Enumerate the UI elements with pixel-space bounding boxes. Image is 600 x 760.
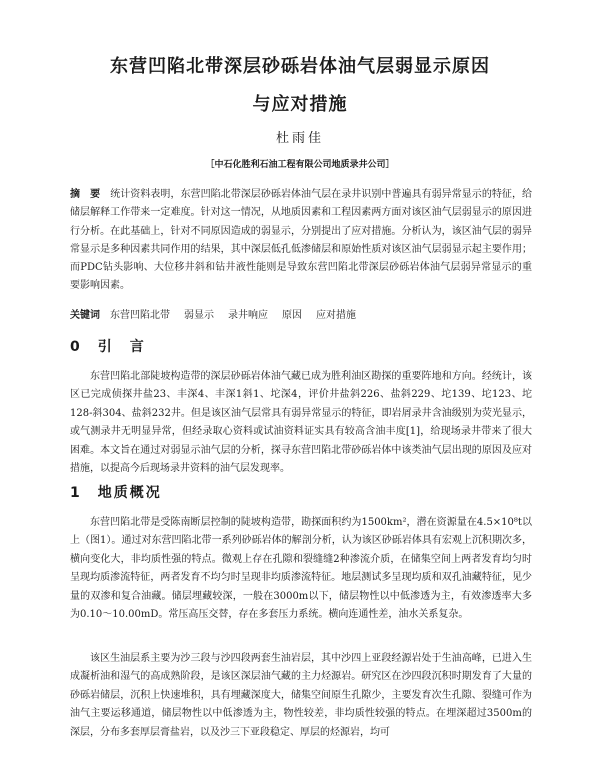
body-paragraph: 该区生油层系主要为沙三段与沙四段两套生油岩层，其中沙四上亚段经源岩处于生油高峰，已进入生成凝析油和湿气的高成熟阶段，是该区深层油气藏的主力烃源岩。研究区在沙四段沉积时期发育了大量的砂砾岩储层，沉积上快速堆积，具有埋藏深度大，储集空间原生孔隙少，主要发育次生孔隙、裂缝可作为油气主要运移通道，储层物性以中低渗透为主，物性较差，非均质性较强的特点。在埋深超过3500m的深层，分布多套厚层膏盐岩，以及沙三下亚段稳定、厚层的烃源岩，均可 [70,653,532,738]
paper-title-line-1: 东营凹陷北带深层砂砾岩体油气层弱显示原因 [110,56,490,77]
keywords [70,306,540,321]
abstract-text: 统计资料表明，东营凹陷北带深层砂砾岩体油气层在录井识别中普遍具有弱异常显示的特征，给储层解释工作带来一定难度。针对这一情况，从地质因素和工程因素两方面对该区油气层弱显示的原因进行分析。在此基础上，针对不同原因造成的弱显示，分别提出了应对措施。分析认为，该区油气层的弱异常显示是多种因素共同作用的结果，其中深层低孔低渗储层和原始性质对该区油气层弱显示起主要作用；而PDC钻头影响、大位移井斜和钻井液性能则是导致东营凹陷北带深层砂砾岩体油气层弱异常显示的重要影响因素。 [70,189,533,292]
paper-title-line-2: 与应对措施 [252,94,348,115]
abstract-label: 摘 要 [70,189,101,200]
keywords-label: 关键词 [70,310,100,321]
keyword: 东营凹陷北带 [110,310,170,321]
keyword: 弱显示 [184,310,214,321]
keyword: 原因 [282,310,302,321]
abstract [70,186,532,296]
keyword: 应对措施 [316,310,356,321]
body-paragraph: 东营凹陷北部陡坡构造带的深层砂砾岩体油气藏已成为胜利油区勘探的重要阵地和方向。经统计，该区已完成侦探井盐23、丰深4、丰深1斜1、坨深4，评价井盐斜226、盐斜229、坨139、坨123、坨128-斜304、盐斜232井。但是该区油气层常具有弱异常显示的特征，即岩屑录井含油级别为荧光显示，或气测录井无明显异常，但经录取心资料或试油资料证实具有较高含油丰度[1]，给现场录井带来了很大困难。本文旨在通过对弱显示油气层的分析，探寻东营凹陷北带砂砾岩体中该类油气层出现的原因及应对措施，以提高今后现场录井资料的油气层发现率。 [70,371,532,475]
section-heading-geology: 1 地质概况 [70,485,162,501]
author-name: 杜雨佳 [275,131,324,146]
author-affiliation: ［中石化胜利石油工程有限公司地质录井公司］ [205,160,395,170]
keyword: 录井响应 [228,310,268,321]
body-paragraph: 东营凹陷北带是受陈南断层控制的陡坡构造带，勘探面积约为1500km²，潜在资源量在4.5×10⁸t以上（图1）。通过对东营凹陷北带一系列砂砾岩体的解剖分析，认为该区砂砾岩体具有宏观上沉积期次多，横向变化大，非均质性强的特点。微观上存在孔隙和裂缝缝2种渗流介质，在储集空间上两者发育均匀时呈现均质渗流特征，两者发育不均匀时呈现非均质渗流特征。地层测试多呈现均质和双孔油藏特征，见少量的双渗和复合油藏。储层埋藏较深，一般在3000m以下，储层物性以中低渗透为主，有效渗透率大多为0.10～10.00mD。常压高压交替，存在多套压力系统。横向连通性差，油水关系复杂。 [70,517,532,621]
section-heading-introduction: 0 引 言 [70,339,146,355]
